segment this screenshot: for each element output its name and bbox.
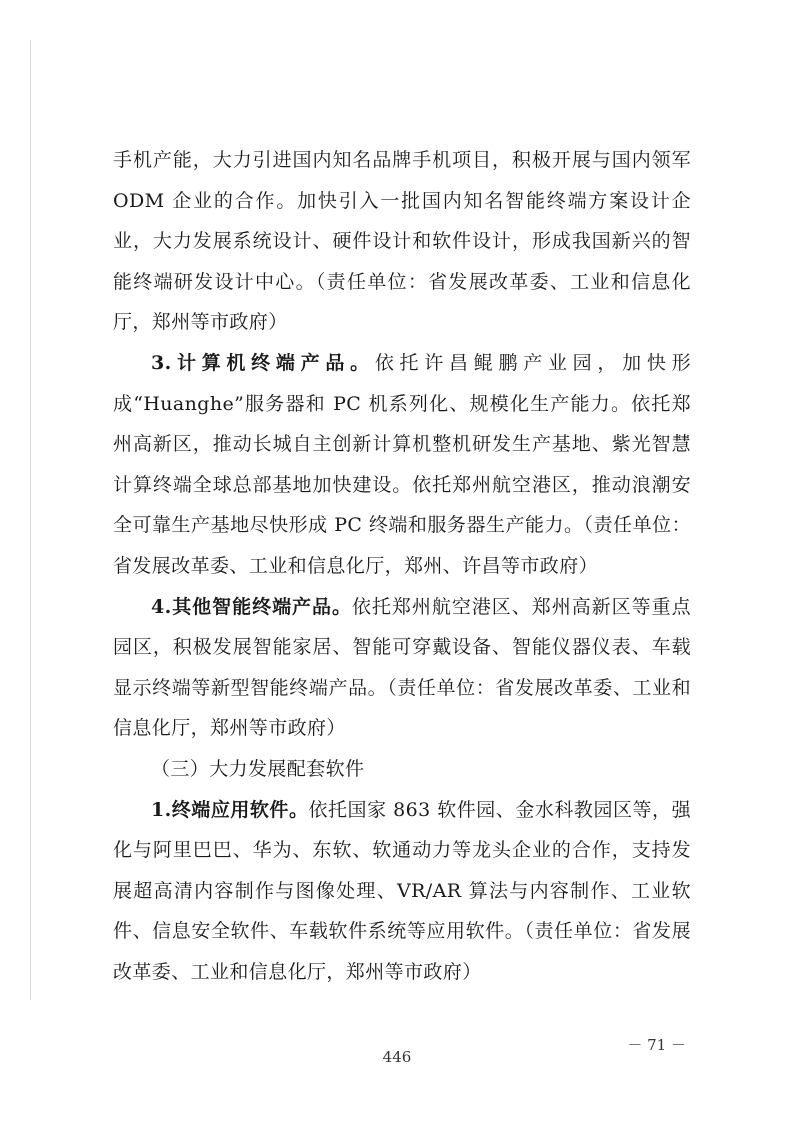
binding-margin-line [30, 40, 31, 1000]
paragraph-lead: 1.终端应用软件。 [151, 798, 309, 821]
paragraph-application-software [113, 790, 691, 993]
paragraph-computer-terminals [113, 343, 691, 587]
paragraph-text: 依托许昌鲲鹏产业园，加快形成“Huanghe”服务器和 PC 机系列化、规模化生产能力。依托郑州高新区，推动长城自主创新计算机整机研发生产基地、紫光智慧计算终端全球总部基地加快建设。依托郑州航空港区，推动浪潮安全可靠生产基地尽快形成 PC 终端和服务器生产能力。（责任单位：省发展改革委、工业和信息化厅，郑州、许昌等市政府） [113, 351, 692, 577]
paragraph-smartphone-capacity [113, 140, 691, 343]
document-body [113, 140, 691, 992]
document-index-number: 446 [382, 1048, 412, 1066]
paragraph-text: 依托郑州航空港区、郑州高新区等重点园区，积极发展智能家居、智能可穿戴设备、智能仪器仪表、车载显示终端等新型智能终端产品。（责任单位：省发展改革委、工业和信息化厅，郑州等市政府） [113, 595, 691, 740]
paragraph-other-terminals [113, 587, 691, 749]
paragraph-lead: 4.其他智能终端产品。 [151, 595, 352, 618]
paragraph-text: 手机产能，大力引进国内知名品牌手机项目，积极开展与国内领军 ODM 企业的合作。加快引入一批国内知名智能终端方案设计企业，大力发展系统设计、硬件设计和软件设计，形成我国新兴的智能终端研发设计中心。（责任单位：省发展改革委、工业和信息化厅，郑州等市政府） [113, 149, 691, 334]
paragraph-text: 依托国家 863 软件园、金水科教园区等，强化与阿里巴巴、华为、东软、软通动力等龙头企业的合作，支持发展超高清内容制作与图像处理、VR/AR 算法与内容制作、工业软件、信息安全软件、车载软件系统等应用软件。（责任单位：省发展改革委、工业和信息化厅，郑州等市政府） [113, 798, 691, 983]
section-heading: （三）大力发展配套软件 [151, 757, 365, 780]
page-number: － 71 － [627, 1036, 686, 1054]
paragraph-lead: 3.计算机终端产品。 [151, 351, 375, 374]
